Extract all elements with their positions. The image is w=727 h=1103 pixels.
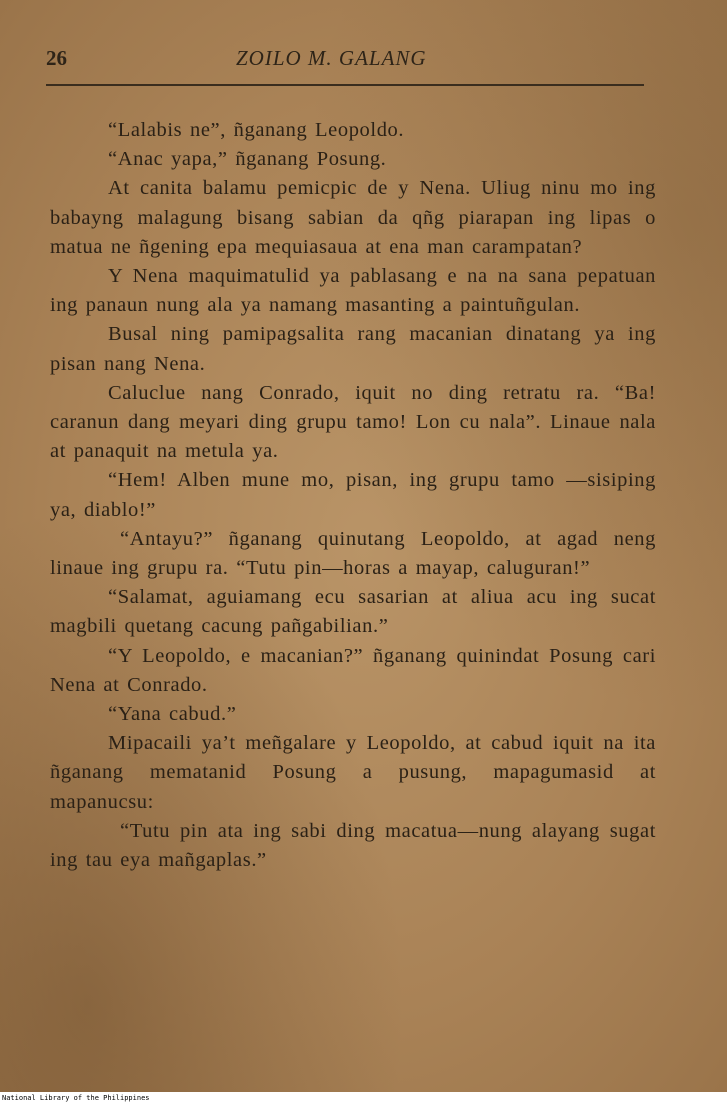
page-number: 26 <box>46 46 67 70</box>
paragraph: Mipacaili ya’t meñgalare y Leopoldo, at cabud iquit na ita ñganang mematanid Posung a pusung, mapagumasid at mapanucsu: <box>50 732 656 813</box>
paragraph: Caluclue nang Conrado, iquit no ding retratu ra. “Ba! caranun dang meyari ding grupu tamo! Lon cu nala”. Linaue nala at panaquit na metula ya. <box>50 381 656 463</box>
paragraph: “Antayu?” ñganang quinutang Leopoldo, at agad neng linaue ing grupu ra. “Tutu pin—horas a mayap, caluguran!” <box>50 527 656 580</box>
paragraph: Busal ning pamipagsalita rang macanian dinatang ya ing pisan nang Nena. <box>50 323 656 375</box>
paragraph: “Y Leopoldo, e macanian?” ñganang quinindat Posung cari Nena at Conrado. <box>50 644 656 696</box>
running-head: ZOILO M. GALANG <box>236 46 427 70</box>
paragraph: “Tutu pin ata ing sabi ding macatua—nung alayang sugat ing tau eya mañgaplas.” <box>50 819 656 872</box>
paragraph: “Salamat, aguiamang ecu sasarian at aliua acu ing sucat magbili quetang cacung pañgabilian.” <box>50 586 656 638</box>
library-credit: National Library of the Philippines <box>2 1094 150 1102</box>
paragraph: At canita balamu pemicpic de y Nena. Uliug ninu mo ing babayng malagung bisang sabian da qñg piarapan ing lipas o matua ne ñgening epa mequiasaua at ena man carampatan? <box>50 177 656 258</box>
header-rule <box>46 84 644 86</box>
page-header <box>46 46 646 74</box>
paragraph: “Anac yapa,” ñganang Posung. <box>108 148 387 171</box>
body-text <box>50 116 656 875</box>
paragraph: “Hem! Alben mune mo, pisan, ing grupu tamo —sisiping ya, diablo!” <box>50 469 656 521</box>
paragraph: Y Nena maquimatulid ya pablasang e na na sana pepatuan ing panaun nung ala ya namang masanting a paintuñgulan. <box>50 265 656 317</box>
paragraph: “Lalabis ne”, ñganang Leopoldo. <box>108 119 405 141</box>
paragraph: “Yana cabud.” <box>108 703 237 726</box>
